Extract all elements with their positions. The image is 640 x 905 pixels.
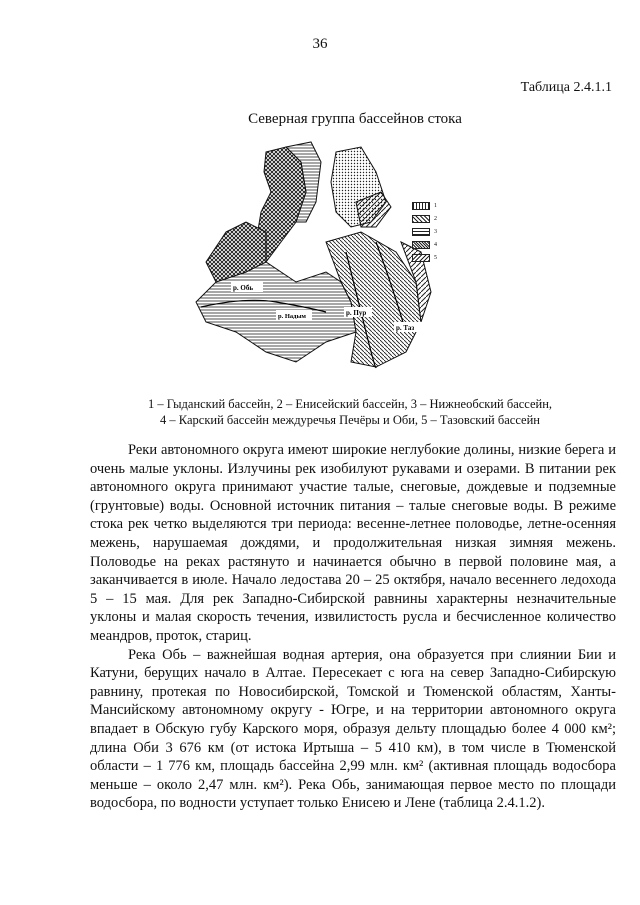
legend-swatch bbox=[412, 202, 430, 210]
legend-number: 2 bbox=[434, 216, 437, 222]
legend-number: 5 bbox=[434, 255, 437, 261]
legend-item bbox=[412, 200, 472, 212]
table-reference: Таблица 2.4.1.1 bbox=[520, 80, 612, 95]
label-nadym: р. Надым bbox=[278, 313, 306, 320]
legend-swatch bbox=[412, 241, 430, 249]
caption-line-1: 1 – Гыданский бассейн, 2 – Енисейский бассейн, 3 – Нижнеобский бассейн, bbox=[147, 397, 553, 411]
label-pur: р. Пур bbox=[346, 309, 367, 317]
legend-item bbox=[412, 213, 472, 225]
label-taz: р. Таз bbox=[396, 324, 415, 332]
caption-line-2: 4 – Карский бассейн междуречья Печёры и Оби, 5 – Тазовский бассейн bbox=[160, 413, 540, 427]
legend-number: 4 bbox=[434, 242, 437, 248]
legend-swatch bbox=[412, 228, 430, 236]
legend-swatch bbox=[412, 215, 430, 223]
legend-number: 1 bbox=[434, 203, 437, 209]
legend-number: 3 bbox=[434, 229, 437, 235]
body-text bbox=[90, 441, 616, 813]
legend-item bbox=[412, 226, 472, 238]
page-number: 36 bbox=[312, 36, 328, 52]
paragraph: Река Обь – важнейшая водная артерия, она образуется при слиянии Бии и Катуни, берущих начало в Алтае. Пересекает с юга на север Западно-Сибирскую равнину, протекая по Новосибирской, Томской и Тюменской областям, Ханты-Мансийскому автономному округу - Югре, и на территории автономного округа впадает в Обскую губу Карского моря, образуя дельту площадью более 4 000 км²; длина Оби 3 676 км (от истока Иртыша – 5 410 км), в том числе в Тюменской области – 1 776 км, площадь бассейна 2,99 млн. км² (активная площадь водосбора меньше – около 2,47 млн. км²). Река Обь, занимающая первое место по площади водосбора, по водности уступает только Енисею и Лене (таблица 2.4.1.2). bbox=[90, 646, 616, 812]
legend-item bbox=[412, 252, 472, 264]
figure-caption bbox=[0, 396, 640, 428]
legend-swatch bbox=[412, 254, 430, 262]
figure-title: Северная группа бассейнов стока bbox=[248, 111, 462, 127]
label-ob: р. Обь bbox=[233, 284, 254, 292]
paragraph: Реки автономного округа имеют широкие неглубокие долины, низкие берега и очень малые уклоны. Излучины рек изобилуют рукавами и озерами. В питании рек автономного округа принимают участие талые, снеговые, дождевые и подземные (грунтовые) воды. Основной источник питания – талые снеговые воды. В режиме стока рек четко выделяются три периода: весенне-летнее половодье, летне-осенняя межень, нарушаемая дождями, и продолжительная низкая зимняя межень. Половодье на реках растянуто и начинается обычно в первой половине мая, а заканчивается в июле. Начало ледостава 20 – 25 октября, начало весеннего ледохода 5 – 15 мая. Для рек Западно-Сибирской равнины характерны незначительные уклоны и малая скорость течения, извилистость русла и бесчисленное количество меандров, проток, стариц. bbox=[90, 442, 616, 644]
legend-item bbox=[412, 239, 472, 251]
map-legend bbox=[412, 200, 472, 265]
